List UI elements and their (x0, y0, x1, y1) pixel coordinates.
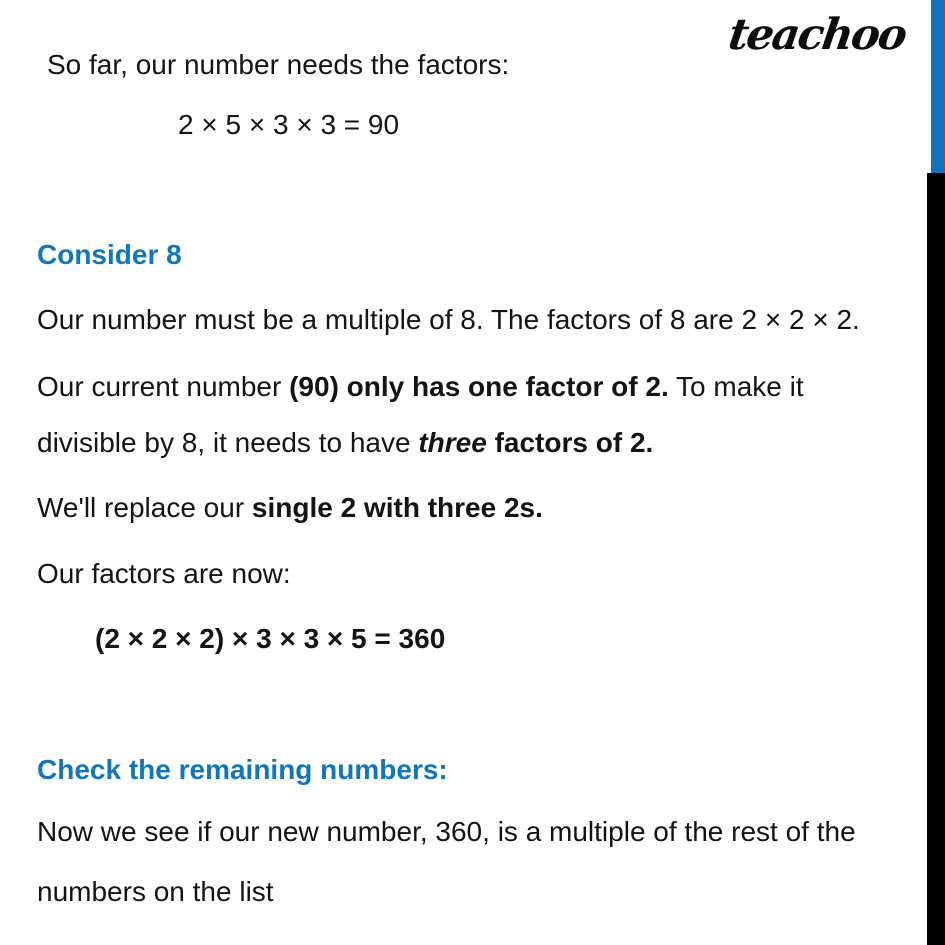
teachoo-logo: teachoo (725, 10, 909, 60)
heading-check-remaining (37, 742, 448, 798)
right-accent-bar-black (927, 173, 945, 945)
run-bold: (90) only has one factor of 2. (289, 371, 669, 402)
paragraph-check-360 (37, 802, 856, 922)
paragraph-current-number (37, 359, 804, 471)
heading-check-remaining-text: Check the remaining numbers: (37, 754, 448, 785)
heading-consider-8-text: Consider 8 (37, 239, 182, 270)
paragraph-check-360-line-1: Now we see if our new number, 360, is a multiple of the rest of the (37, 816, 856, 847)
intro-line (47, 37, 509, 93)
right-accent-bar-blue (931, 0, 945, 173)
paragraph-replace (37, 480, 543, 536)
paragraph-factors-now (37, 546, 291, 602)
result-equation-text: (2 × 2 × 2) × 3 × 3 × 5 = 360 (95, 623, 446, 654)
intro-line-text: So far, our number needs the factors: (47, 49, 510, 80)
paragraph-factors-now-text: Our factors are now: (37, 558, 291, 589)
paragraph-multiple-of-8-text: Our number must be a multiple of 8. The factors of 8 are 2 × 2 × 2. (37, 304, 860, 335)
run-bold-italic: three (418, 427, 487, 458)
intro-equation (178, 97, 399, 153)
paragraph-check-360-line-2: numbers on the list (37, 876, 274, 907)
intro-equation-text: 2 × 5 × 3 × 3 = 90 (178, 109, 400, 140)
run-normal: divisible by 8, it needs to have (37, 427, 419, 458)
run-normal: To make it (668, 371, 804, 402)
run-bold: factors of 2. (486, 427, 654, 458)
paragraph-current-number-line-1 (37, 359, 804, 415)
run-normal: We'll replace our (37, 492, 252, 523)
paragraph-multiple-of-8 (37, 292, 860, 348)
run-normal: Our current number (37, 371, 290, 402)
result-equation (95, 611, 445, 667)
run-bold: single 2 with three 2s. (251, 492, 543, 523)
paragraph-current-number-line-2 (37, 415, 804, 471)
heading-consider-8 (37, 227, 182, 283)
